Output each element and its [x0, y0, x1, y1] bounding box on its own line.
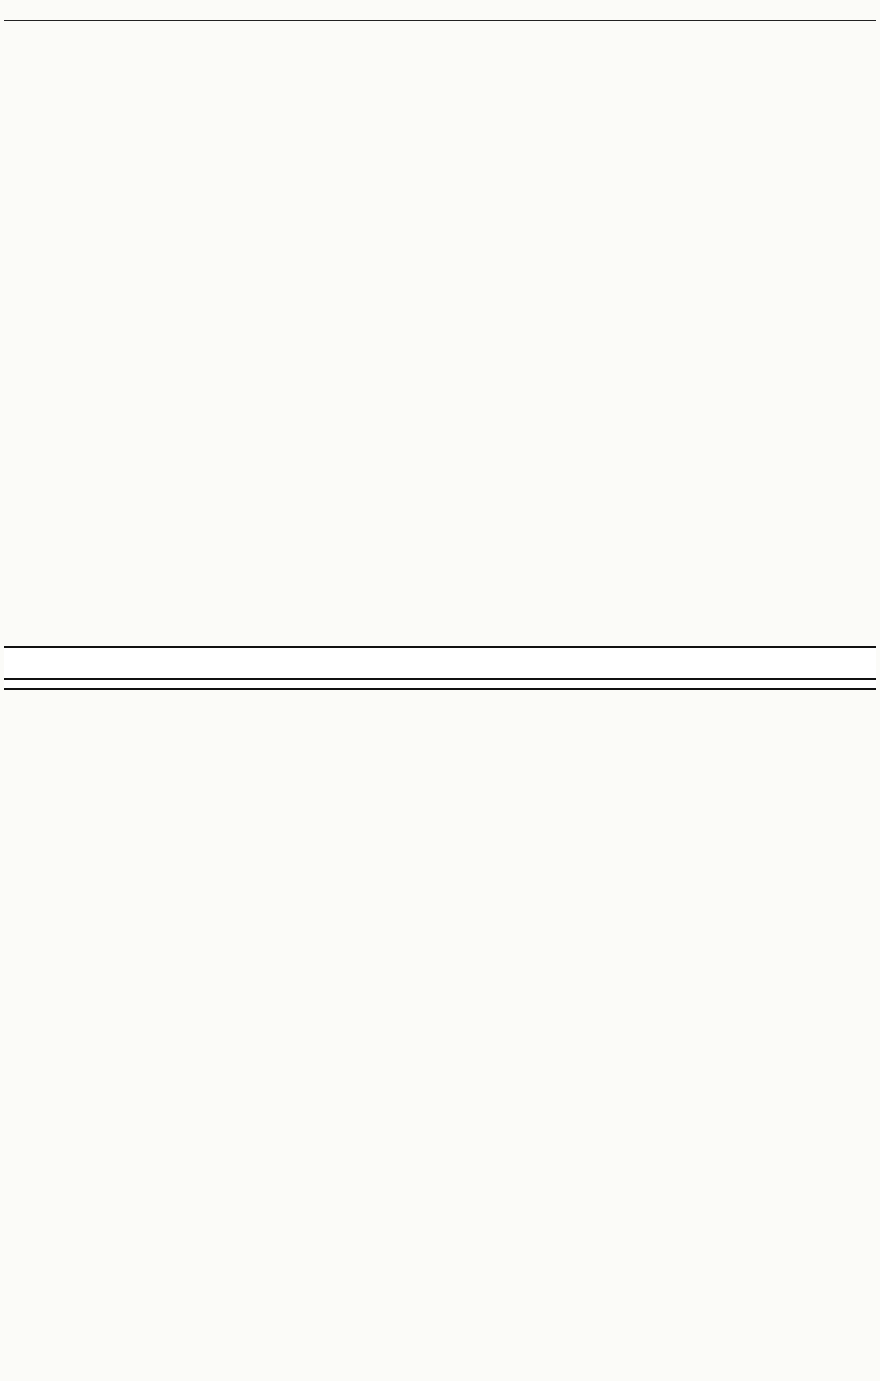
service-guide-listings [4, 690, 876, 1378]
help-wanted-section [4, 20, 876, 645]
guide-title [4, 648, 876, 678]
masthead [4, 2, 876, 18]
guide-deadline-bar [4, 678, 876, 680]
home-service-guide-banner [4, 646, 876, 690]
